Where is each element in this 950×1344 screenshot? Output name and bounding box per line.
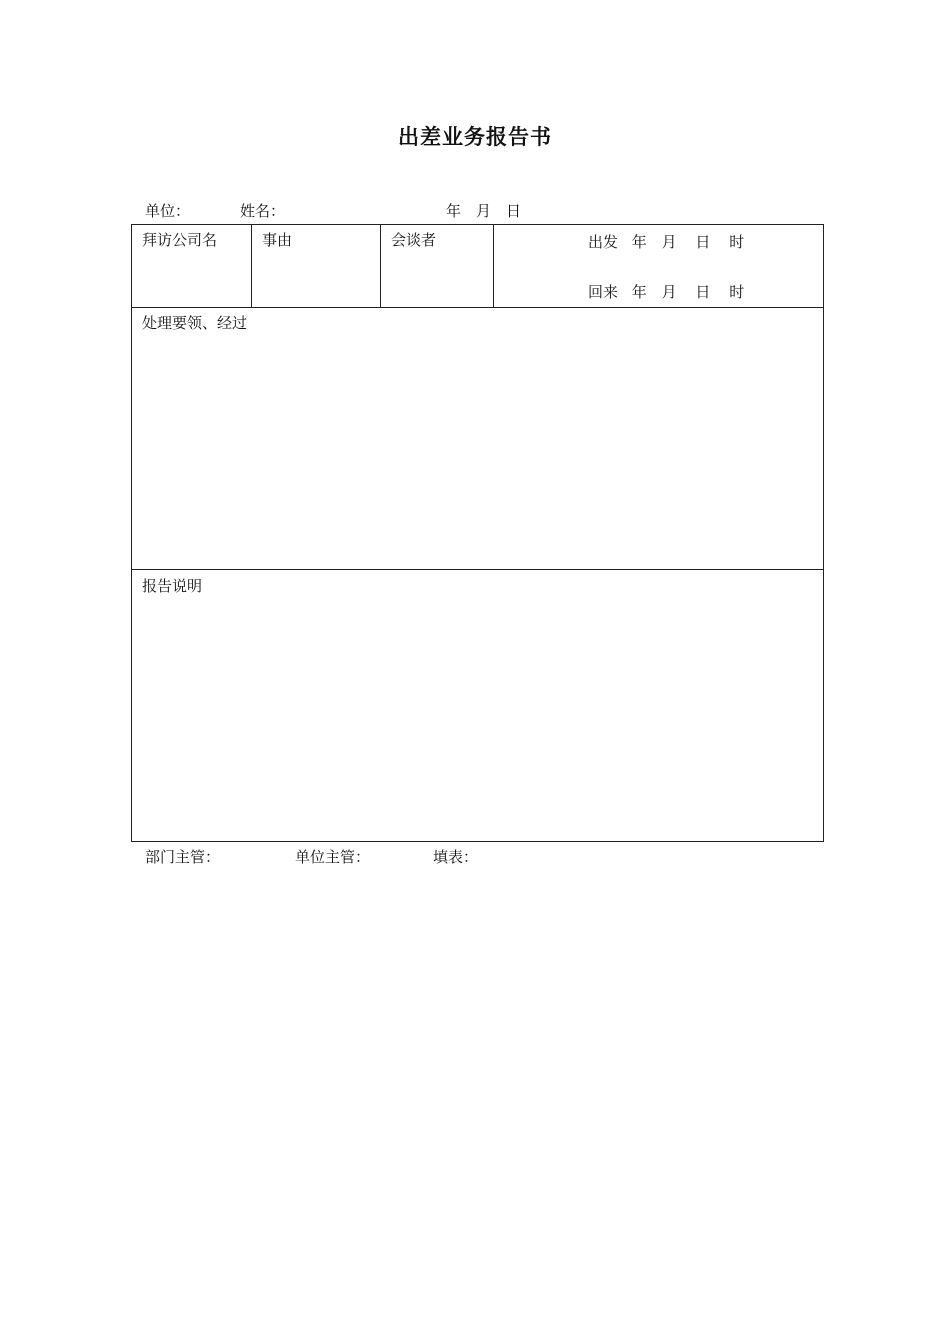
- date-day-label: 日: [506, 202, 522, 220]
- signature-line: [0, 846, 950, 868]
- trip-time-cell[interactable]: [494, 225, 823, 307]
- header-line: [0, 200, 950, 222]
- reason-cell[interactable]: [252, 225, 381, 307]
- return-month: 月: [661, 283, 677, 301]
- departure-line: [588, 231, 744, 252]
- return-label: 回来: [588, 283, 619, 301]
- company-cell[interactable]: [132, 225, 252, 307]
- departure-label: 出发: [588, 233, 619, 251]
- document-title: 出差业务报告书: [398, 124, 552, 149]
- return-year: 年: [631, 283, 647, 301]
- interviewee-label: 会谈者: [391, 231, 437, 249]
- filler-label: 填表：: [433, 848, 479, 866]
- return-day: 日: [695, 283, 711, 301]
- unit-label: 单位：: [145, 202, 191, 220]
- return-line: [588, 281, 744, 302]
- company-label: 拜访公司名: [142, 231, 218, 249]
- departure-day: 日: [695, 233, 711, 251]
- report-form-table: [131, 224, 824, 842]
- departure-hour: 时: [729, 233, 745, 251]
- departure-month: 月: [661, 233, 677, 251]
- process-section[interactable]: [132, 307, 823, 570]
- report-section[interactable]: [132, 570, 823, 841]
- process-label: 处理要领、经过: [142, 314, 248, 332]
- date-month-label: 月: [476, 202, 492, 220]
- reason-label: 事由: [262, 231, 293, 249]
- dept-supervisor-label: 部门主管：: [145, 848, 221, 866]
- name-label: 姓名：: [240, 202, 286, 220]
- interviewee-cell[interactable]: [381, 225, 494, 307]
- departure-year: 年: [631, 233, 647, 251]
- visit-info-row: [132, 225, 823, 308]
- date-year-label: 年: [446, 202, 462, 220]
- unit-supervisor-label: 单位主管：: [295, 848, 371, 866]
- return-hour: 时: [729, 283, 745, 301]
- report-label: 报告说明: [142, 577, 203, 595]
